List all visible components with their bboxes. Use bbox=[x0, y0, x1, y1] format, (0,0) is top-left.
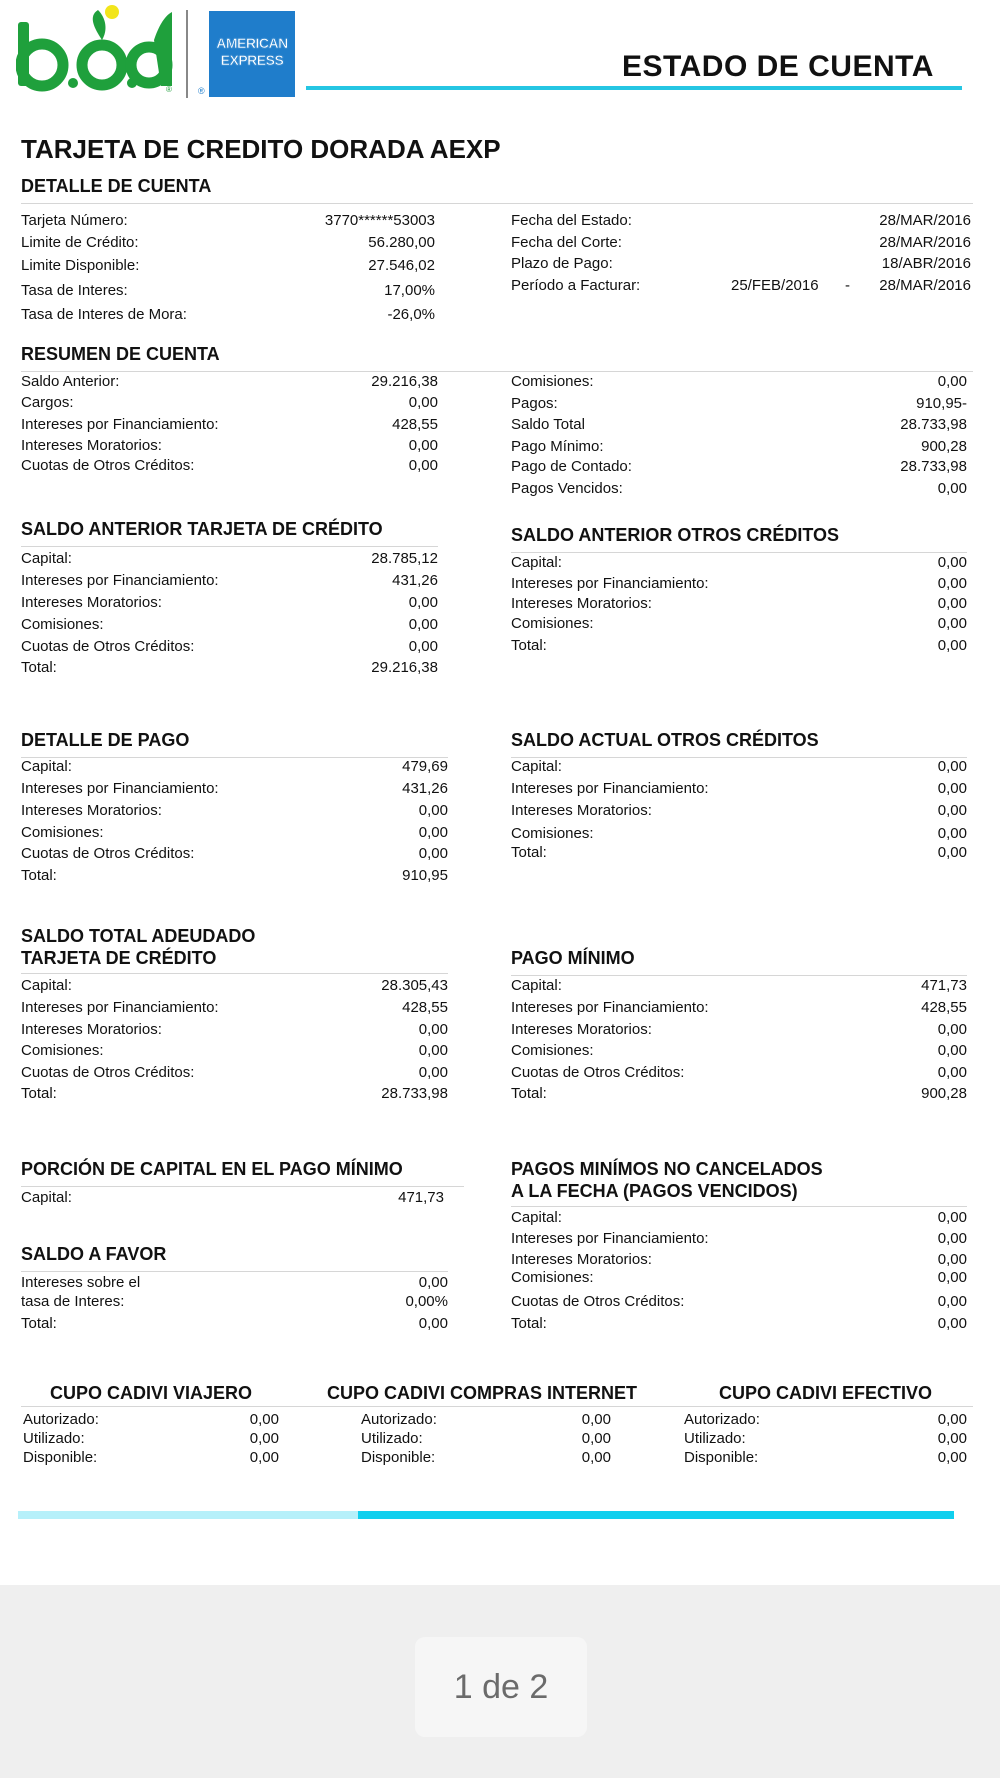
section-divider bbox=[21, 973, 448, 974]
saldo-favor-section: SALDO A FAVOR Intereses sobre el 0,00 tasa de Interes: 0,00% Total: 0,00 bbox=[21, 1244, 448, 1332]
cupo-viajero-section: CUPO CADIVI VIAJERO Autorizado: 0,00 Utilizado: 0,00 Disponible: 0,00 bbox=[23, 1383, 279, 1466]
section-title-line2: A LA FECHA (PAGOS VENCIDOS) bbox=[511, 1181, 798, 1201]
section-title: CUPO CADIVI EFECTIVO bbox=[718, 1383, 933, 1403]
section-title: SALDO ANTERIOR OTROS CRÉDITOS bbox=[511, 525, 840, 545]
section-divider bbox=[511, 757, 967, 758]
resumen-cuenta-right: Comisiones: 0,00 Pagos: 910,95- Saldo Total 28.733,98 Pago Mínimo: 900,28 Pago de Contado: 28.733,98 Pagos Vencidos: 0,00 bbox=[511, 373, 967, 497]
document-title: ESTADO DE CUENTA bbox=[622, 50, 934, 83]
bod-logo bbox=[16, 2, 176, 94]
amex-logo-text: AMERICAN EXPRESS bbox=[216, 35, 288, 68]
resumen-cuenta-left: Saldo Anterior: 29.216,38 Cargos: 0,00 Intereses por Financiamiento: 428,55 Intereses Moratorios: 0,00 Cuotas de Otros Créditos: 0,00 bbox=[21, 373, 438, 474]
detalle-cuenta-right: Fecha del Estado: 28/MAR/2016 Fecha del Corte: 28/MAR/2016 Plazo de Pago: 18/ABR/2016 Período a Facturar: 25/FEB/2016 - 28/MAR/2016 bbox=[511, 212, 971, 294]
section-divider bbox=[511, 975, 967, 976]
detalle-cuenta-left: Tarjeta Número: 3770******53003 Limite de Crédito: 56.280,00 Limite Disponible: 27.546,02 Tasa de Interes: 17,00% Tasa de Interes de Mora: -26,0% bbox=[21, 212, 435, 323]
section-title: PAGOS MINÍMOS NO CANCELADOS bbox=[511, 1159, 823, 1179]
cupo-internet-section: CUPO CADIVI COMPRAS INTERNET Autorizado: 0,00 Utilizado: 0,00 Disponible: 0,00 bbox=[327, 1383, 638, 1466]
saldo-anterior-otros-section: SALDO ANTERIOR OTROS CRÉDITOS Capital: 0,00 Intereses por Financiamiento: 0,00 Intereses Moratorios: 0,00 Comisiones: 0,00 Total: 0,00 bbox=[511, 525, 967, 654]
section-divider bbox=[21, 1271, 448, 1272]
cupo-efectivo-section: CUPO CADIVI EFECTIVO Autorizado: 0,00 Utilizado: 0,00 Disponible: 0,00 bbox=[684, 1383, 967, 1466]
section-divider bbox=[21, 203, 973, 204]
title-underline bbox=[306, 86, 962, 90]
footer-bar-dark bbox=[358, 1511, 954, 1519]
section-divider bbox=[21, 757, 448, 758]
saldo-anterior-tdc-section: SALDO ANTERIOR TARJETA DE CRÉDITO Capital: 28.785,12 Intereses por Financiamiento: 431,26 Intereses Moratorios: 0,00 Comisiones: 0,00 Cuotas de Otros Créditos: 0,00 Total: 29.216,38 bbox=[21, 519, 438, 676]
section-divider bbox=[21, 1186, 464, 1187]
section-title: SALDO ANTERIOR TARJETA DE CRÉDITO bbox=[21, 519, 383, 539]
logo-separator bbox=[186, 10, 188, 98]
section-title: DETALLE DE PAGO bbox=[21, 730, 190, 750]
footer-bar-light bbox=[18, 1511, 358, 1519]
card-title: TARJETA DE CREDITO DORADA AEXP bbox=[21, 134, 501, 164]
section-title: SALDO TOTAL ADEUDADO bbox=[21, 926, 256, 946]
section-title: PORCIÓN DE CAPITAL EN EL PAGO MÍNIMO bbox=[21, 1159, 403, 1179]
saldo-actual-otros-section: SALDO ACTUAL OTROS CRÉDITOS Capital: 0,00 Intereses por Financiamiento: 0,00 Intereses Moratorios: 0,00 Comisiones: 0,00 Total: 0,00 bbox=[511, 730, 967, 861]
pagos-vencidos-section: PAGOS MINÍMOS NO CANCELADOS A LA FECHA (PAGOS VENCIDOS) Capital: 0,00 Intereses por Financiamiento: 0,00 Intereses Moratorios: 0,00 Comisiones: 0,00 Cuotas de Otros Créditos: 0,00 Total: 0,00 bbox=[511, 1159, 967, 1332]
section-divider bbox=[21, 546, 438, 547]
section-title: PAGO MÍNIMO bbox=[511, 948, 635, 968]
section-title: SALDO ACTUAL OTROS CRÉDITOS bbox=[511, 730, 819, 750]
page-indicator: 1 de 2 bbox=[415, 1637, 587, 1737]
section-divider bbox=[511, 552, 967, 553]
resumen-cuenta-section bbox=[21, 343, 973, 372]
section-title: RESUMEN DE CUENTA bbox=[21, 344, 220, 364]
amex-logo bbox=[209, 11, 295, 97]
saldo-total-adeudado-section: SALDO TOTAL ADEUDADO TARJETA DE CRÉDITO Capital: 28.305,43 Intereses por Financiamiento: 428,55 Intereses Moratorios: 0,00 Comisiones: 0,00 Cuotas de Otros Créditos: 0,00 Total: 28.733,98 bbox=[21, 926, 448, 1102]
section-title: CUPO CADIVI VIAJERO bbox=[49, 1383, 253, 1403]
registered-mark: ® bbox=[198, 86, 205, 96]
section-title-line2: TARJETA DE CRÉDITO bbox=[21, 948, 217, 968]
detalle-cuenta-section bbox=[21, 175, 973, 204]
svg-text:®: ® bbox=[166, 85, 172, 94]
section-title: SALDO A FAVOR bbox=[21, 1244, 167, 1264]
section-divider bbox=[511, 1206, 967, 1207]
detalle-pago-section: DETALLE DE PAGO Capital: 479,69 Intereses por Financiamiento: 431,26 Intereses Moratorios: 0,00 Comisiones: 0,00 Cuotas de Otros Créditos: 0,00 Total: 910,95 bbox=[21, 730, 448, 884]
section-divider bbox=[21, 371, 973, 372]
section-title: CUPO CADIVI COMPRAS INTERNET bbox=[327, 1383, 638, 1403]
section-title: DETALLE DE CUENTA bbox=[21, 176, 212, 196]
porcion-capital-section: PORCIÓN DE CAPITAL EN EL PAGO MÍNIMO Capital: 471,73 bbox=[21, 1158, 464, 1218]
pago-minimo-section: PAGO MÍNIMO Capital: 471,73 Intereses por Financiamiento: 428,55 Intereses Moratorios: 0,00 Comisiones: 0,00 Cuotas de Otros Créditos: 0,00 Total: 900,28 bbox=[511, 948, 967, 1102]
